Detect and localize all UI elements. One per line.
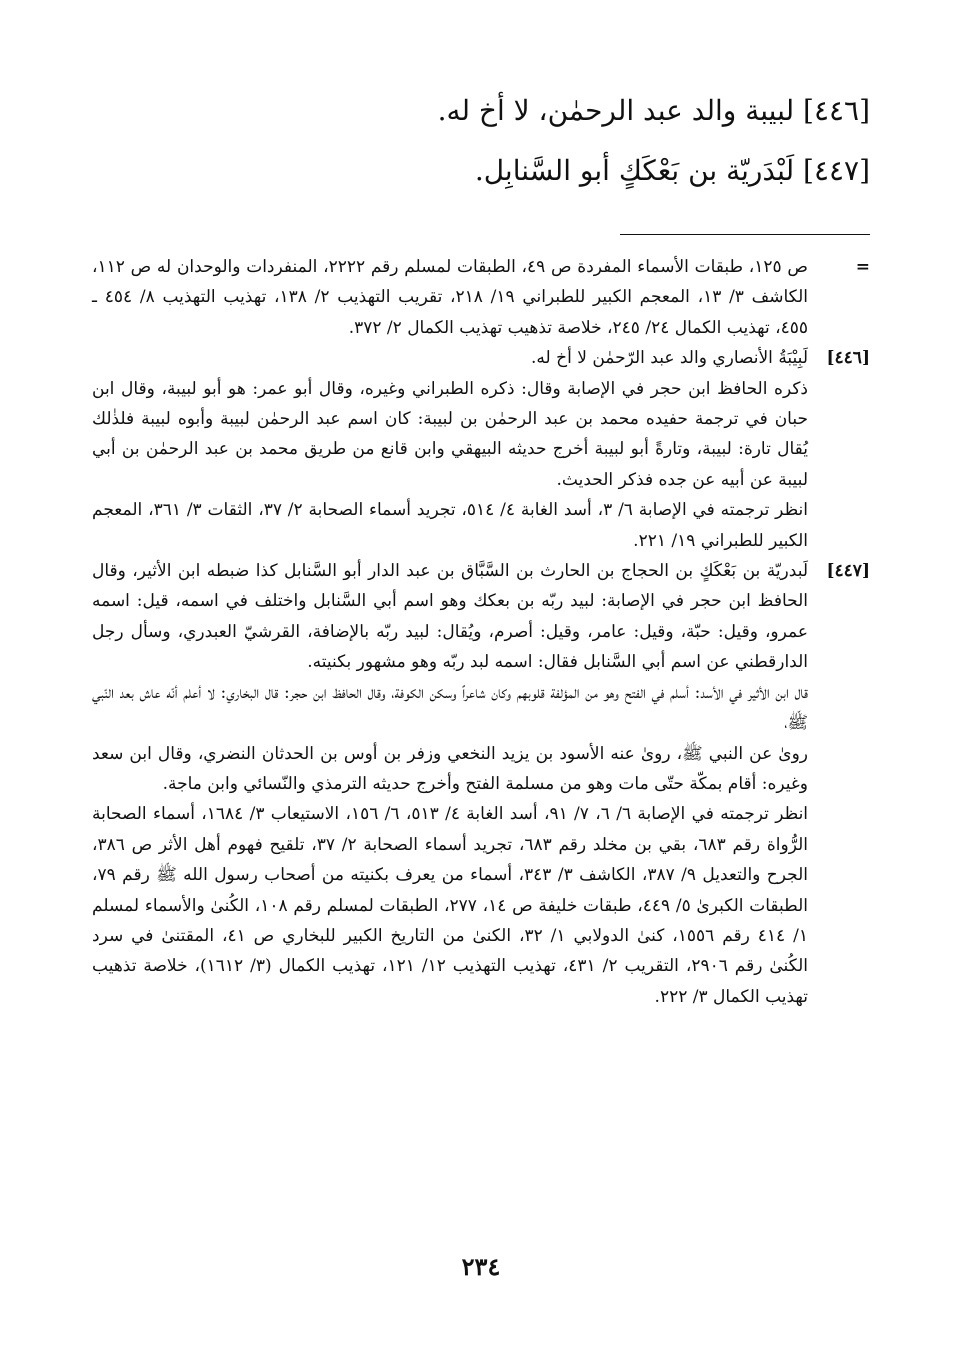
footnote-447 [92,556,870,1012]
footnotes-section [92,252,870,1012]
footnote-paragraph: ص ١٢٥، طبقات الأسماء المفردة ص ٤٩، الطبقات لمسلم رقم ٢٢٢٢، المنفردات والوحدان له ص ١١٢، الكاشف ٣/ ١٣، المعجم الكبير للطبراني ١٩/ ٢١٨، تقريب التهذيب ٢/ ١٣٨، تهذيب التهذيب ٨/ ٤٥٤ ـ ٤٥٥، تهذيب الكمال ٢٤/ ٢٤٥، خلاصة تذهيب تهذيب الكمال ٢/ ٣٧٢. [92,257,808,338]
footnote-heading: لَبِيْبَةُ الأنصاري والد عبد الرّحمٰن لا أخ له. [531,348,808,369]
footnote-body [92,343,808,556]
main-text [92,92,870,212]
footnote-number: [٤٤٦] [826,348,870,369]
page-number: ٢٣٤ [461,1252,501,1281]
footnote-separator [620,234,870,235]
footnote-number: [٤٤٧] [826,561,870,582]
footnote-paragraph: روىٰ عن النبي ﷺ، روىٰ عنه الأسود بن يزيد النخعي وزفر بن أوس بن الحدثان النضري، وقال ابن سعد وغيره: أقام بمكّة حتّى مات وهو من مسلمة الفتح وأخرج حديثه الترمذي والنّسائي وابن ماجة. [92,743,808,794]
footnote-paragraph: قال ابن الأثير في الأسد: أسلم في الفتح وهو من المؤلفة قلوبهم وكان شاعراً وسكن الكوفة، وقال الحافظ ابن حجر: قال البخاري: لا أعلم أنّه عاش بعد النّبي ﷺ، [92,682,808,734]
footnote-heading: لَبدريّة بن بَعْكَكٍ بن الحجاج بن الحارث بن السَّبَّاق بن عبد الدار أبو السَّنابل كذا ضبطه ابن الأثير، وقال الحافظ ابن حجر في الإصابة: لبيد ربّه بن بعكك وهو اسم أبي السَّنابل واختلف في اسمه، قيل: اسمه عمرو، وقيل: حبّة، وقيل: عامر، وقيل: أصرم، ويُقال: لبيد ربّه بالإضافة، القرشيّ العبدري، وسأل رجل الدارقطني عن اسم أبي السَّنابل فقال: اسمه لبد ربّه وهو مشهور بكنيته. [92,561,808,673]
footnote-body [92,252,808,343]
footnote-446 [92,343,870,556]
footnote-references: انظر ترجمته في الإصابة ٦/ ٦، ٧/ ٩١، أسد الغابة ٤/ ٥١٣، ٦/ ١٥٦، الاستيعاب ٣/ ١٦٨٤، أسماء الصحابة الرُّواة رقم ٦٨٣، بقي بن مخلد رقم ٦٨٣، تجريد أسماء الصحابة ٢/ ٣٧، تلقيح فهوم أهل الأثر ص ٣٨٦، الجرح والتعديل ٩/ ٣٨٧، الكاشف ٣/ ٣٤٣، أسماء من يعرف بكنيته من أصحاب رسول الله ﷺ رقم ٧٩، الطبقات الكبرىٰ ٥/ ٤٤٩، طبقات خليفة ص ١٤، ٢٧٧، الطبقات لمسلم رقم ١٠٨، الكُنىٰ والأسماء لمسلم ١/ ٤١٤ رقم ١٥٥٦، كنىٰ الدولابي ١/ ٣٢، الكنىٰ من التاريخ الكبير للبخاري ص ٤١، المقتنىٰ في سرد الكُنىٰ رقم ٢٩٠٦، التقريب ٢/ ٤٣١، تهذيب التهذيب ١٢/ ١٢١، تهذيب الكمال (٣/ ١٦١٢)، خلاصة تذهيب تهذيب الكمال ٣/ ٢٢٢. [92,804,809,1007]
document-page [92,0,870,1371]
footnote-paragraph: ذكره الحافظ ابن حجر في الإصابة وقال: ذكره الطبراني وغيره، وقال أبو عمر: هو أبو لبيبة، وقال ابن حبان في ترجمة حفيده محمد بن عبد الرحمٰن بن لبيبة: كان اسم عبد الرحمٰن لبيبة وأبوه لبيبة فلذٰلك يُقال تارة: لبيبة، وتارةً أبو لبيبة أخرج حديثه البيهقي وابن قانع من طريق محمد بن عبد الرحمٰن بن أبي لبيبة عن أبيه عن جده فذكر الحديث. [92,378,808,490]
main-entry-447: [٤٤٧] لَبْدَريّة بن بَعْكَكٍ أبو السَّنابِل. [474,154,870,187]
main-entry-446: [٤٤٦] لبيبة والد عبد الرحمٰن، لا أخ له. [437,94,870,127]
footnote-body [92,556,808,1012]
footnote-continued [92,252,870,343]
footnote-references: انظر ترجمته في الإصابة ٦/ ٣، أسد الغابة ٤/ ٥١٤، تجريد أسماء الصحابة ٢/ ٣٧، الثقات ٣/ ٣٦١، المعجم الكبير للطبراني ١٩/ ٢٢١. [92,500,808,551]
footnote-continuation-marker: = [855,257,870,277]
